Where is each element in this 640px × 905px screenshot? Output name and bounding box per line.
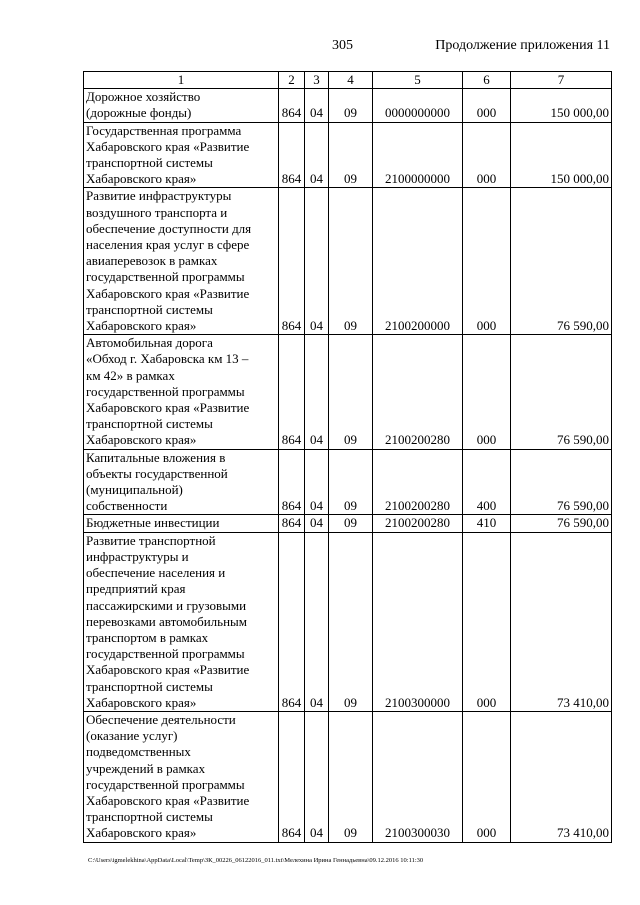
row-name-line: обеспечение доступности для: [86, 220, 252, 236]
row-name-line: Капитальные вложения в: [86, 449, 226, 465]
amount-cell: 73 410,00: [511, 532, 612, 711]
row-name-line: государственной программы: [86, 776, 245, 792]
expense-type-cell: 410: [463, 515, 511, 532]
table-row: [84, 335, 612, 449]
target-article-cell: 2100200280: [373, 449, 463, 515]
admin-code-cell: 864: [279, 515, 305, 532]
expense-type-cell: 000: [463, 335, 511, 449]
row-name-line: Обеспечение деятельности: [86, 711, 236, 727]
target-article-cell: 2100200280: [373, 515, 463, 532]
expense-type-cell: 000: [463, 89, 511, 122]
subsection-code-cell: 09: [329, 335, 373, 449]
amount-cell: 76 590,00: [511, 188, 612, 335]
footer-path: C:\Users\igmelekhina\AppData\Local\Temp\ЗК_00226_06122016_011.txt\Мелехина Ирина Геннадьевна\09.12.2016 10:11:30: [88, 857, 424, 864]
row-name-line: обеспечение населения и: [86, 565, 226, 581]
row-name-line: воздушного транспорта и: [86, 204, 228, 220]
row-name-line: Хабаровского края»: [86, 318, 197, 334]
row-name-line: Хабаровского края «Развитие: [86, 138, 250, 154]
budget-table: [83, 71, 612, 843]
row-name-line: (дорожные фонды): [86, 105, 192, 121]
expense-type-cell: 000: [463, 532, 511, 711]
continuation-label: Продолжение приложения 11: [435, 38, 610, 53]
row-name-line: авиаперевозок в рамках: [86, 253, 218, 269]
row-name-line: Развитие инфраструктуры: [86, 188, 232, 204]
row-name-line: Автомобильная дорога: [86, 335, 213, 351]
row-name-line: транспортной системы: [86, 416, 213, 432]
row-name-cell: [84, 335, 279, 449]
subsection-code-cell: 09: [329, 449, 373, 515]
row-name-line: Хабаровского края «Развитие: [86, 400, 250, 416]
row-name-line: учреждений в рамках: [86, 760, 206, 776]
header-row: [84, 72, 612, 89]
amount-cell: 76 590,00: [511, 335, 612, 449]
row-name-cell: [84, 711, 279, 842]
table-row: [84, 449, 612, 515]
table-row: [84, 122, 612, 188]
row-name-cell: [84, 449, 279, 515]
section-code-cell: 04: [305, 532, 329, 711]
admin-code-cell: 864: [279, 335, 305, 449]
expense-type-cell: 400: [463, 449, 511, 515]
row-name-cell: [84, 532, 279, 711]
row-name-line: Развитие транспортной: [86, 532, 216, 548]
row-name-line: населения края услуг в сфере: [86, 237, 250, 253]
expense-type-cell: 000: [463, 188, 511, 335]
row-name-cell: [84, 89, 279, 122]
row-name-line: Дорожное хозяйство: [86, 89, 201, 105]
row-name-line: Хабаровского края»: [86, 432, 197, 448]
row-name-cell: [84, 515, 279, 532]
section-code-cell: 04: [305, 711, 329, 842]
column-header: 5: [373, 72, 463, 89]
column-header: 7: [511, 72, 612, 89]
column-header: 1: [84, 72, 279, 89]
section-code-cell: 04: [305, 449, 329, 515]
row-name-cell: [84, 188, 279, 335]
row-name-line: Хабаровского края «Развитие: [86, 792, 250, 808]
table-row: [84, 711, 612, 842]
row-name-line: «Обход г. Хабаровска км 13 –: [86, 351, 249, 367]
row-name-line: государственной программы: [86, 383, 245, 399]
column-header: 6: [463, 72, 511, 89]
row-name-line: подведомственных: [86, 744, 191, 760]
column-header: 2: [279, 72, 305, 89]
row-name-line: км 42» в рамках: [86, 367, 175, 383]
admin-code-cell: 864: [279, 711, 305, 842]
page-number: 305: [332, 38, 353, 53]
section-code-cell: 04: [305, 335, 329, 449]
amount-cell: 150 000,00: [511, 89, 612, 122]
target-article-cell: 2100300030: [373, 711, 463, 842]
expense-type-cell: 000: [463, 122, 511, 188]
table-body: [84, 89, 612, 842]
row-name-cell: [84, 122, 279, 188]
row-name-line: Государственная программа: [86, 122, 242, 138]
row-name-line: транспортной системы: [86, 301, 213, 317]
row-name-line: (муниципальной): [86, 482, 183, 498]
table-row: [84, 515, 612, 532]
section-code-cell: 04: [305, 515, 329, 532]
amount-cell: 150 000,00: [511, 122, 612, 188]
row-name-line: объекты государственной: [86, 465, 228, 481]
row-name-line: Хабаровского края»: [86, 825, 197, 841]
column-header: 4: [329, 72, 373, 89]
expense-type-cell: 000: [463, 711, 511, 842]
admin-code-cell: 864: [279, 122, 305, 188]
subsection-code-cell: 09: [329, 89, 373, 122]
row-name-line: предприятий края: [86, 581, 186, 597]
row-name-line: Хабаровского края»: [86, 171, 197, 187]
table-row: [84, 188, 612, 335]
target-article-cell: 2100200280: [373, 335, 463, 449]
row-name-line: Хабаровского края «Развитие: [86, 285, 250, 301]
row-name-line: Хабаровского края»: [86, 694, 197, 710]
amount-cell: 76 590,00: [511, 515, 612, 532]
row-name-line: государственной программы: [86, 269, 245, 285]
target-article-cell: 2100000000: [373, 122, 463, 188]
subsection-code-cell: 09: [329, 515, 373, 532]
subsection-code-cell: 09: [329, 188, 373, 335]
column-header: 3: [305, 72, 329, 89]
row-name-line: инфраструктуры и: [86, 548, 189, 564]
target-article-cell: 2100200000: [373, 188, 463, 335]
admin-code-cell: 864: [279, 449, 305, 515]
admin-code-cell: 864: [279, 89, 305, 122]
row-name-line: пассажирскими и грузовыми: [86, 597, 247, 613]
section-code-cell: 04: [305, 188, 329, 335]
subsection-code-cell: 09: [329, 711, 373, 842]
row-name-line: (оказание услуг): [86, 728, 178, 744]
row-name-line: транспортом в рамках: [86, 629, 209, 645]
amount-cell: 76 590,00: [511, 449, 612, 515]
table-row: [84, 89, 612, 122]
row-name-line: собственности: [86, 498, 168, 514]
row-name-line: Хабаровского края «Развитие: [86, 662, 250, 678]
section-code-cell: 04: [305, 89, 329, 122]
subsection-code-cell: 09: [329, 122, 373, 188]
row-name-line: транспортной системы: [86, 809, 213, 825]
target-article-cell: 0000000000: [373, 89, 463, 122]
amount-cell: 73 410,00: [511, 711, 612, 842]
admin-code-cell: 864: [279, 188, 305, 335]
section-code-cell: 04: [305, 122, 329, 188]
row-name-line: государственной программы: [86, 646, 245, 662]
row-name-line: Бюджетные инвестиции: [86, 515, 220, 531]
target-article-cell: 2100300000: [373, 532, 463, 711]
table-row: [84, 532, 612, 711]
row-name-line: транспортной системы: [86, 155, 213, 171]
row-name-line: транспортной системы: [86, 678, 213, 694]
admin-code-cell: 864: [279, 532, 305, 711]
row-name-line: перевозками автомобильным: [86, 613, 247, 629]
subsection-code-cell: 09: [329, 532, 373, 711]
